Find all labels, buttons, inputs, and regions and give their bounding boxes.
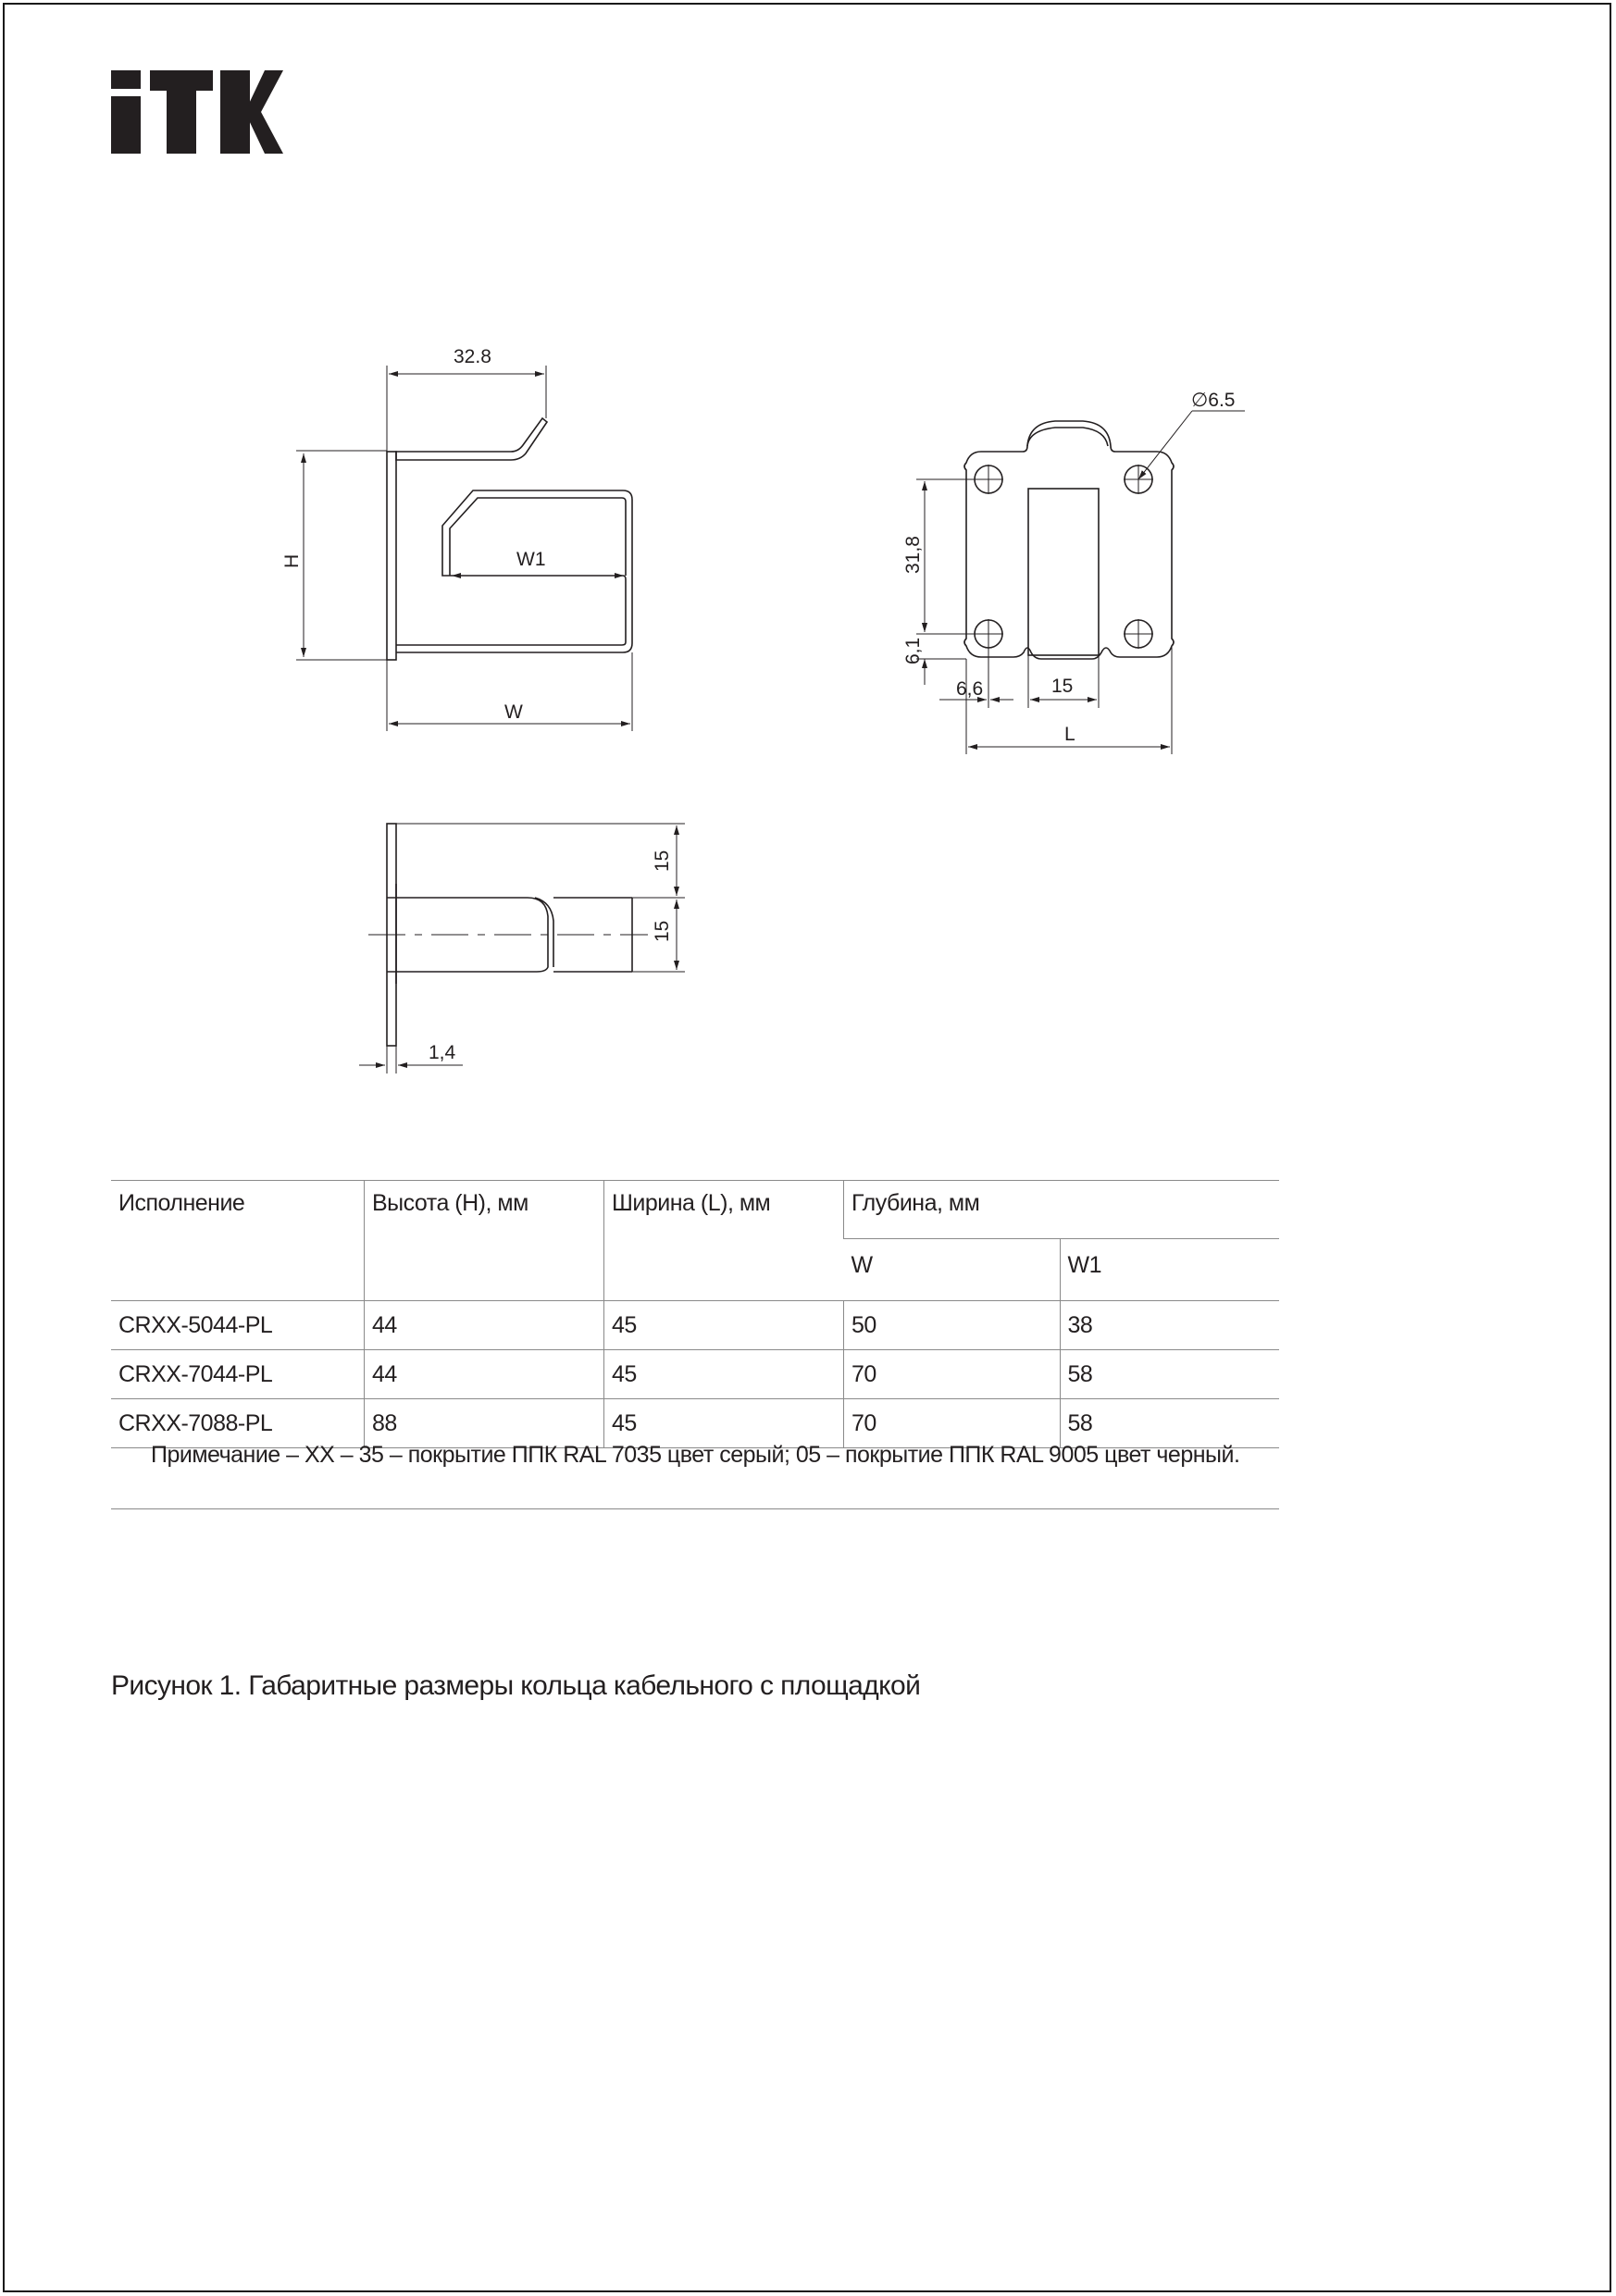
dim-w1: W1 [516, 549, 546, 570]
header-depth-w: W [844, 1239, 1061, 1301]
table-row [111, 1399, 1279, 1448]
cell-variant: CRXX-7088-PL [111, 1399, 365, 1448]
cell-height: 88 [365, 1399, 604, 1448]
dimension-labels [281, 346, 1236, 1063]
cell-w1: 58 [1060, 1399, 1279, 1448]
cell-w: 70 [844, 1350, 1061, 1399]
figure-caption: Рисунок 1. Габаритные размеры кольца кабельного с площадкой [111, 1670, 921, 1701]
front-view [916, 411, 1245, 754]
cell-w: 70 [844, 1399, 1061, 1448]
dim-15-top: 15 [652, 850, 673, 872]
table-row [111, 1301, 1279, 1350]
cell-width: 45 [604, 1399, 844, 1448]
dim-l: L [1064, 724, 1075, 745]
dim-1-4: 1,4 [429, 1042, 456, 1063]
header-depth-w1: W1 [1060, 1239, 1279, 1301]
cell-w1: 38 [1060, 1301, 1279, 1350]
cell-width: 45 [604, 1301, 844, 1350]
dim-6-6: 6,6 [956, 678, 984, 700]
header-variant: Исполнение [111, 1181, 365, 1301]
dim-31-8: 31,8 [902, 536, 924, 574]
dim-15-front: 15 [1051, 676, 1074, 697]
dim-diameter: ∅6.5 [1191, 390, 1236, 411]
table-header-row [111, 1181, 1279, 1239]
dim-15-bottom: 15 [652, 920, 673, 942]
divider [111, 1508, 1279, 1509]
dim-6-1: 6,1 [902, 637, 924, 664]
dim-32-8: 32.8 [454, 346, 491, 367]
cell-w: 50 [844, 1301, 1061, 1350]
header-height: Высота (H), мм [365, 1181, 604, 1301]
cell-height: 44 [365, 1301, 604, 1350]
spec-table [111, 1180, 1279, 1448]
table-note: Примечание – ХХ – 35 – покрытие ППК RAL 7035 цвет серый; 05 – покрытие ППК RAL 9005 цвет черный. [151, 1442, 1240, 1468]
cell-width: 45 [604, 1350, 844, 1399]
side-view [296, 366, 632, 731]
dim-w: W [504, 701, 523, 723]
cell-w1: 58 [1060, 1350, 1279, 1399]
cell-variant: CRXX-7044-PL [111, 1350, 365, 1399]
dim-h: H [281, 553, 303, 568]
header-width: Ширина (L), мм [604, 1181, 844, 1301]
cell-height: 44 [365, 1350, 604, 1399]
table-row [111, 1350, 1279, 1399]
cell-variant: CRXX-5044-PL [111, 1301, 365, 1350]
header-depth: Глубина, мм [844, 1181, 1280, 1239]
top-view [359, 824, 685, 1074]
